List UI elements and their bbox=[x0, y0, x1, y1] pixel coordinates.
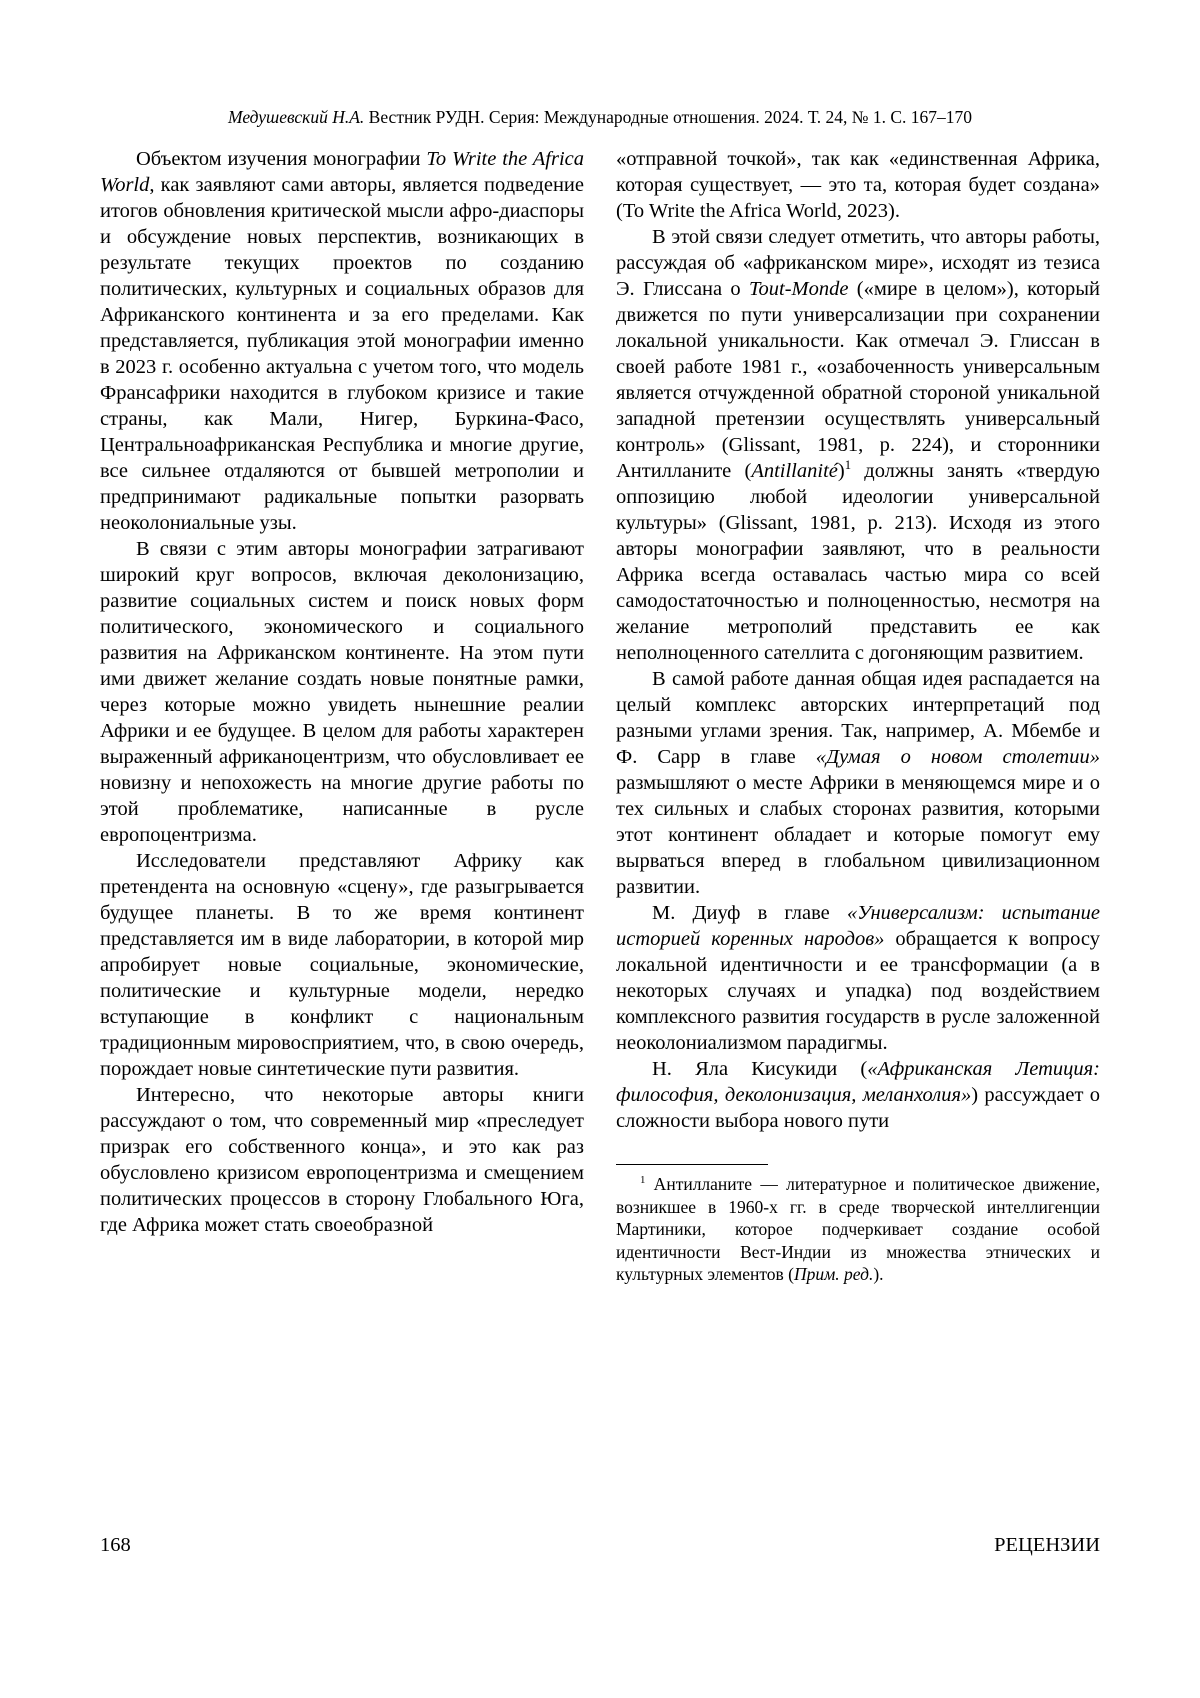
text-run: обращается к вопросу локальной идентичности и ее трансформации (а в некоторых случаях и упадка) под воздействием комплексного развития государств в русле заложенной неоколониализмом парадигмы. bbox=[616, 928, 1100, 1054]
footnote-text bbox=[616, 1173, 1100, 1286]
text-run: ) bbox=[837, 460, 845, 482]
text-run: Интересно, что некоторые авторы книги рассуждают о том, что современный мир «преследует призрак его собственного конца», и это как раз обусловлено кризисом европоцентризма и смещением политических процессов в сторону Глобального Юга, где Африка может стать своеобразной bbox=[100, 1084, 584, 1236]
section-label: РЕЦЕНЗИИ bbox=[994, 1534, 1100, 1556]
text-run: «Думая о новом столетии» bbox=[815, 746, 1100, 768]
text-run: должны занять «твердую оппозицию любой идеологии универсальной культуры» (Glissant, 1981, p. 213). Исходя из этого авторы монографии заявляют, что в реальности Африка всегда оставалась частью мира со всей самодостаточностью и полноценностью, несмотря на желание метрополий представить ее как неполноценного сателлита с догоняющим развитием. bbox=[616, 460, 1100, 664]
paragraph bbox=[616, 900, 1100, 1056]
text-run: «Универсализм: испытание историей коренных народов» bbox=[616, 902, 1100, 950]
text-run: Antillanité bbox=[751, 460, 838, 482]
paragraph bbox=[616, 224, 1100, 666]
paragraph bbox=[100, 1082, 584, 1238]
text-run: М. Диуф в главе bbox=[652, 902, 847, 924]
text-run: ). bbox=[873, 1264, 884, 1284]
paragraph bbox=[616, 666, 1100, 900]
text-run: Прим. ред. bbox=[793, 1264, 874, 1284]
text-run: Вестник РУДН. Серия: Международные отношения. 2024. Т. 24, № 1. С. 167–170 bbox=[364, 107, 972, 127]
footnote-separator bbox=[616, 1164, 768, 1165]
column-left bbox=[100, 146, 584, 1238]
text-run: В этой связи следует отметить, что авторы работы, рассуждая об «африканском мире», исходят из тезиса Э. Глиссана о bbox=[616, 226, 1100, 300]
text-run: В самой работе данная общая идея распадается на целый комплекс авторских интерпретаций под разными углами зрения. Так, например, А. Мбембе и Ф. Сарр в главе bbox=[616, 668, 1100, 768]
text-run: «Африканская Летиция: философия, деколонизация, меланхолия» bbox=[616, 1058, 1100, 1106]
page-number: 168 bbox=[100, 1534, 131, 1556]
text-run: To Write the Africa World bbox=[100, 148, 584, 196]
footnote-block bbox=[616, 1164, 1100, 1286]
text-run: «отправной точкой», так как «единственная Африка, которая существует, — это та, которая будет создана» (To Write the Africa World, 2023). bbox=[616, 148, 1100, 222]
article-body bbox=[100, 146, 1100, 1286]
paragraph bbox=[100, 848, 584, 1082]
footnote-marker: 1 bbox=[640, 1174, 646, 1187]
column-right bbox=[616, 146, 1100, 1286]
text-run: ) рассуждает о сложности выбора нового пути bbox=[616, 1084, 1100, 1132]
page-footer bbox=[100, 1532, 1100, 1558]
paragraph bbox=[100, 536, 584, 848]
text-run: размышляют о месте Африки в меняющемся мире и о тех сильных и слабых сторонах развития, которыми этот континент обладает и которые помогут ему вырваться вперед в глобальном цивилизационном развитии. bbox=[616, 772, 1100, 898]
text-run: Tout-Monde bbox=[749, 278, 849, 300]
text-run: В связи с этим авторы монографии затрагивают широкий круг вопросов, включая деколонизацию, развитие социальных систем и поиск новых форм политического, экономического и социального развития на Африканском континенте. На этом пути ими движет желание создать новые понятные рамки, через которые можно увидеть нынешние реалии Африки и ее будущее. В целом для работы характерен выраженный африканоцентризм, что обусловливает ее новизну и непохожесть на многие другие работы по этой проблематике, написанные в русле европоцентризма. bbox=[100, 538, 584, 846]
column-right-text bbox=[616, 146, 1100, 1134]
text-run: Исследователи представляют Африку как претендента на основную «сцену», где разыгрывается будущее планеты. В то же время континент представляется им в виде лаборатории, в которой мир апробирует новые социальные, экономические, политические и культурные модели, нередко вступающие в конфликт с национальным традиционным мировосприятием, что, в свою очередь, порождает новые синтетические пути развития. bbox=[100, 850, 584, 1080]
text-run: Медушевский Н.А. bbox=[227, 107, 365, 127]
text-run: Н. Яла Кисукиди ( bbox=[652, 1058, 868, 1080]
text-run: , как заявляют сами авторы, является подведение итогов обновления критической мысли афро-диаспоры и обсуждение новых перспектив, возникающих в результате текущих проектов по созданию политических, культурных и социальных образов для Африканского континента и за его пределами. Как представляется, публикация этой монографии именно в 2023 г. особенно актуальна с учетом того, что модель Франсафрики находится в глубоком кризисе и такие страны, как Мали, Нигер, Буркина-Фасо, Центральноафриканская Республика и многие другие, все сильнее отдаляются от бывшей метрополии и предпринимают радикальные попытки разорвать неоколониальные узы. bbox=[100, 174, 584, 534]
text-run: Антилланите — литературное и политическое движение, возникшее в 1960-х гг. в среде творческой интеллигенции Мартиники, которое подчеркивает создание особой идентичности Вест-Индии из множества этнических и культурных элементов ( bbox=[616, 1174, 1100, 1284]
footnote-marker: 1 bbox=[844, 458, 852, 473]
running-head bbox=[100, 106, 1100, 128]
paragraph bbox=[616, 146, 1100, 224]
text-run: («мире в целом»), который движется по пути универсализации при сохранении локальной уникальности. Как отмечал Э. Глиссан в своей работе 1981 г., «озабоченность универсальным является отчужденной обратной стороной уникальной западной претензии осуществлять универсальный контроль» (Glissant, 1981, p. 224), и сторонники Антилланите ( bbox=[616, 278, 1100, 482]
paragraph bbox=[616, 1056, 1100, 1134]
paragraph bbox=[100, 146, 584, 536]
text-run: Объектом изучения монографии bbox=[136, 148, 427, 170]
